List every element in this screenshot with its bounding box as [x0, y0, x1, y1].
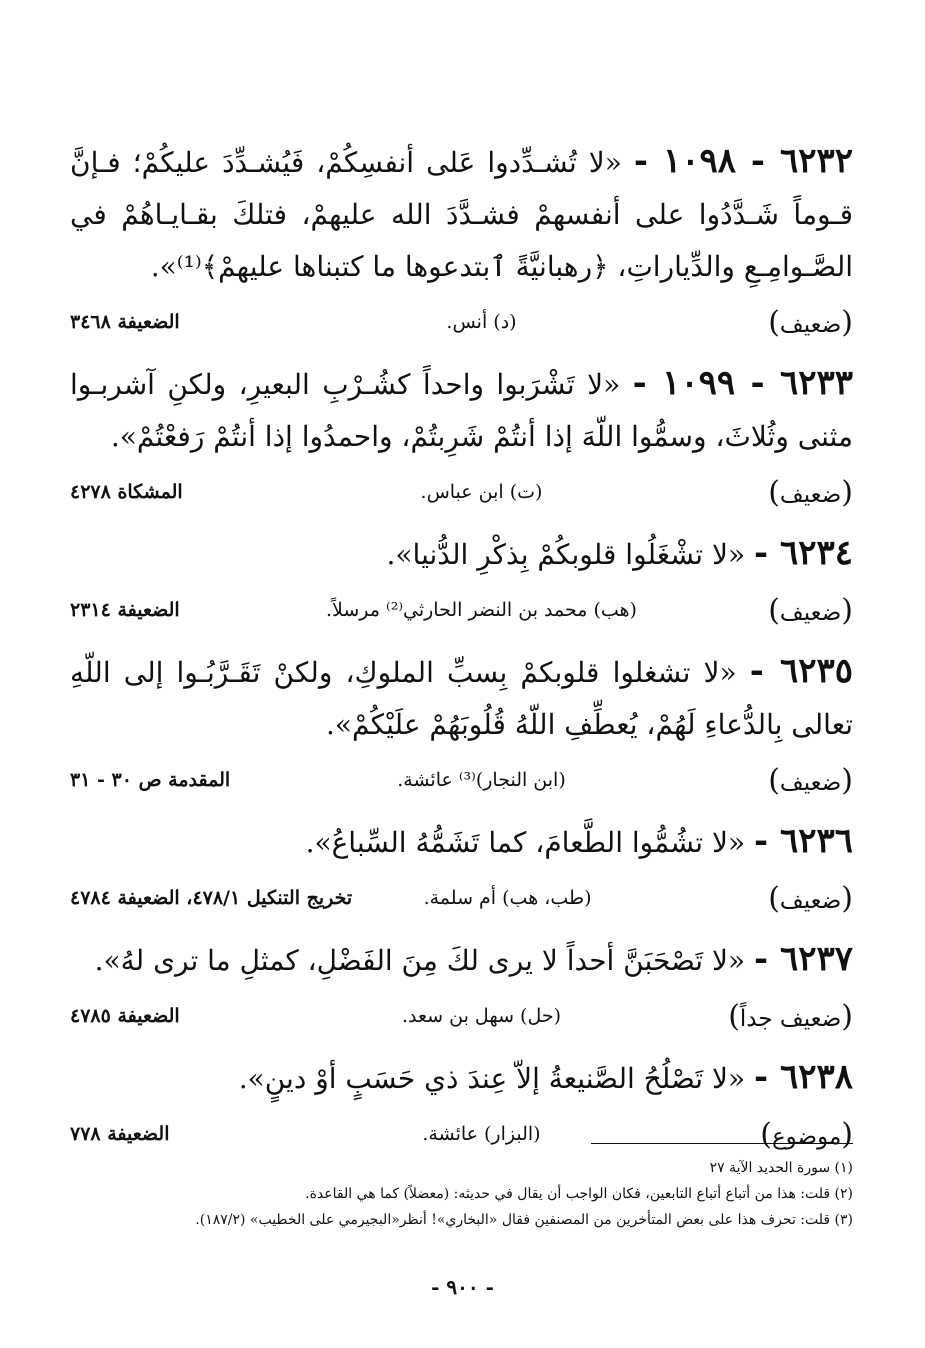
- footnotes: [100, 1155, 853, 1233]
- narrator: (هب) محمد بن النضر الحارثي⁽²⁾ مرسلاً.: [326, 599, 637, 621]
- reference: تخريج التنكيل ٤٧٨/١، الضعيفة ٤٧٨٤: [70, 887, 353, 909]
- page-number: - ٩٠٠ -: [431, 1275, 494, 1299]
- hadith-text: [70, 135, 853, 293]
- hadith-entry: [70, 933, 853, 1041]
- hadith-entry: [70, 815, 853, 923]
- narrator: (البزار) عائشة.: [422, 1123, 541, 1145]
- hadith-text: [70, 357, 853, 463]
- grade-text: ضعيف جداً: [739, 1005, 842, 1032]
- hadith-number: ٦٢٣٨ -: [754, 1057, 853, 1097]
- hadith-text: [70, 527, 853, 581]
- footnote: (١) سورة الحديد الآية ٢٧: [709, 1160, 853, 1176]
- hadith-number: ٦٢٣٧ -: [754, 939, 853, 979]
- reference: الضعيفة ٧٧٨: [70, 1123, 170, 1145]
- hadith-number: ٦٢٣٤ -: [754, 533, 853, 573]
- narrator: (ابن النجار)⁽³⁾ عائشة.: [397, 769, 566, 791]
- grade-label: (ضعيف جداً): [728, 998, 853, 1034]
- source-line: [70, 585, 853, 635]
- grade-text: ضعيف: [779, 599, 842, 626]
- footnote: (٣) قلت: تحرف هذا على بعض المتأخرين من المصنفين فقال «البخاري»! أنظر«البجيرمي على الخطيب» (١٨٧/٢).: [195, 1212, 853, 1228]
- grade-text: ضعيف: [779, 887, 842, 914]
- hadith-body: «لا تَصْلُحُ الصَّنيعةُ إلاّ عِندَ ذي حَسَبٍ أوْ دينٍ».: [238, 1062, 746, 1095]
- footnote: (٢) قلت: هذا من أتباع أتباع التابعين، فكان الواجب أن يقال في حديثه: (معضلاً) كما هي القاعدة.: [305, 1186, 853, 1202]
- source-line: [70, 297, 853, 347]
- hadith-text: [70, 645, 853, 751]
- grade-label: (ضعيف): [768, 474, 853, 510]
- hadith-entry: [70, 527, 853, 635]
- reference: المشكاة ٤٢٧٨: [70, 481, 183, 503]
- hadith-body: «لا تَصْحَبَنَّ أحداً لا يرى لكَ مِنَ الفَضْلِ، كمثلِ ما ترى لهُ».: [94, 944, 746, 977]
- hadith-body: «لا تَشْرَبوا واحداً كشُـرْبِ البعيرِ، ولكنِ آشربـوا مثنى وثُلاثَ، وسمُّوا اللّهَ إذا أنتُمْ شَرِبتُمْ، واحمدُوا إذا أنتُمْ رَفعْتُمْ».: [70, 368, 853, 453]
- grade-label: (ضعيف): [768, 762, 853, 798]
- grade-label: (موضوع): [760, 1116, 853, 1152]
- reference: المقدمة ص ٣٠ - ٣١: [70, 769, 231, 791]
- hadith-entry: [70, 357, 853, 517]
- reference: الضعيفة ٣٤٦٨: [70, 311, 180, 333]
- grade-label: (ضعيف): [768, 592, 853, 628]
- hadith-body: «لا تشُمُّوا الطَّعامَ، كما تَشَمُّهُ السِّباعُ».: [305, 826, 746, 859]
- source-line: [70, 467, 853, 517]
- grade-label: (ضعيف): [768, 880, 853, 916]
- hadith-text: [70, 815, 853, 869]
- narrator: (طب، هب) أم سلمة.: [423, 887, 592, 909]
- source-line: [70, 873, 853, 923]
- reference: الضعيفة ٢٣١٤: [70, 599, 180, 621]
- hadith-entry: [70, 645, 853, 805]
- grade-text: موضوع: [771, 1123, 842, 1150]
- narrator: (حل) سهل بن سعد.: [402, 1005, 561, 1027]
- footnote-divider: [591, 1143, 853, 1144]
- hadith-number: ٦٢٣٢ - ١٠٩٨ -: [633, 141, 854, 181]
- source-line: [70, 755, 853, 805]
- grade-label: (ضعيف): [768, 304, 853, 340]
- grade-text: ضعيف: [779, 769, 842, 796]
- hadith-body: «لا تشْغَلُوا قلوبكُمْ بِذكْرِ الدُّنيا».: [386, 538, 746, 571]
- hadith-number: ٦٢٣٦ -: [754, 821, 853, 861]
- hadith-entry: [70, 135, 853, 347]
- hadith-number: ٦٢٣٥ -: [749, 651, 854, 691]
- hadith-body: «لا تشغلوا قلوبكمْ بِسبِّ الملوكِ، ولكنْ تَقَـرَّبُـوا إلى اللّهِ تعالى بِالدُّعاءِ لَهُمْ، يُعطِّفِ اللّهُ قُلُوبَهُمْ علَيْكُمْ».: [70, 656, 853, 741]
- reference: الضعيفة ٤٧٨٥: [70, 1005, 180, 1027]
- hadith-text: [70, 1051, 853, 1105]
- grade-text: ضعيف: [779, 311, 842, 338]
- narrator: (ت) ابن عباس.: [420, 481, 543, 503]
- hadith-number: ٦٢٣٣ - ١٠٩٩ -: [632, 363, 853, 403]
- source-line: [70, 1109, 853, 1159]
- page-body: [70, 135, 853, 1169]
- source-line: [70, 991, 853, 1041]
- hadith-body: «لا تُشـدِّدوا عَلى أنفسِكُمْ، فَيُشـدِّدَ عليكُمْ؛ فـإنَّ قـوماً شَـدَّدُوا على أنفسهمْ فشـدَّدَ الله عليهمْ، فتلكَ بقـايـاهُمْ في الصَّـوامِـعِ والدِّياراتِ، ﴿رهبانيَّةً ٱبتدعوها ما كتبناها عليهمْ﴾⁽¹⁾».: [70, 146, 853, 283]
- hadith-text: [70, 933, 853, 987]
- grade-text: ضعيف: [779, 481, 842, 508]
- narrator: (د) أنس.: [446, 311, 517, 333]
